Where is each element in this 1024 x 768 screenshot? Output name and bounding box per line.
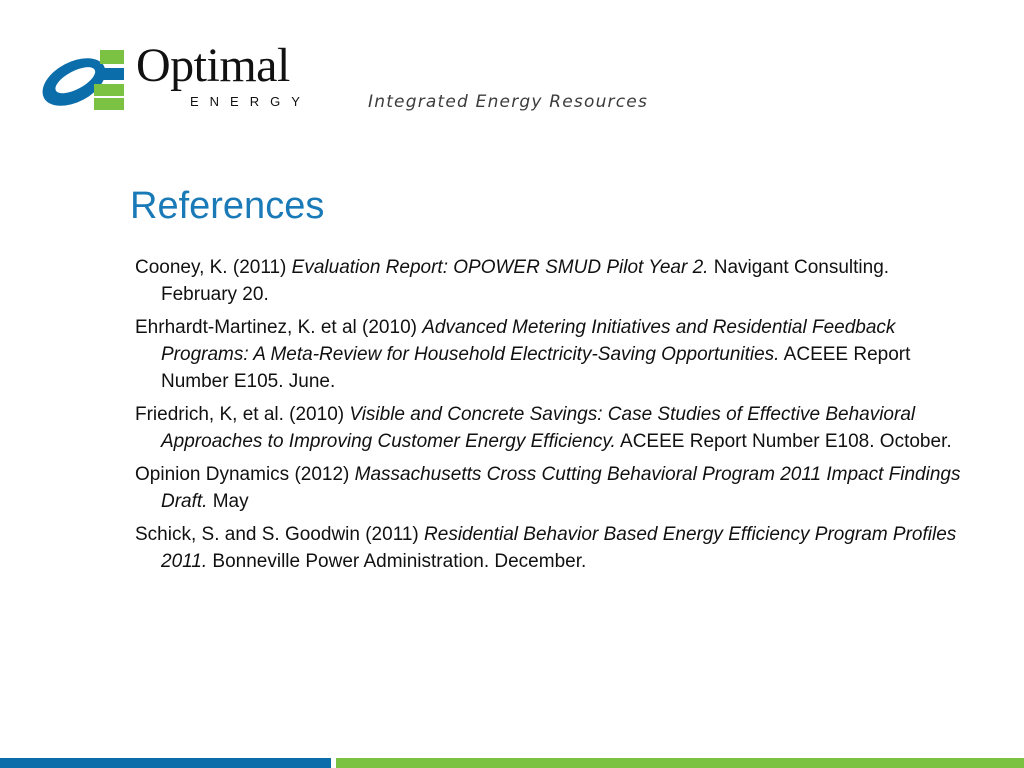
reference-title: Evaluation Report: OPOWER SMUD Pilot Year 2. [291,257,709,278]
footer-bar-green [336,758,1024,768]
reference-list [135,254,965,581]
reference-title: Massachusetts Cross Cutting Behavioral Program 2011 Impact Findings Draft. [161,464,961,512]
reference-author: Opinion Dynamics (2012) [135,464,355,485]
reference-item [135,461,965,515]
reference-author: Schick, S. and S. Goodwin (2011) [135,524,425,545]
reference-source: May [207,491,249,512]
reference-item [135,254,965,308]
reference-title: Advanced Metering Initiatives and Residential Feedback Programs: A Meta-Review for Household Electricity-Saving Opportunities. [161,317,896,365]
page-title: References [130,185,325,227]
reference-source: ACEEE Report Number E108. October. [615,431,952,452]
reference-author: Friedrich, K, et al. (2010) [135,404,350,425]
reference-title: Visible and Concrete Savings: Case Studies of Effective Behavioral Approaches to Improving Customer Energy Efficiency. [161,404,916,452]
reference-title: Residential Behavior Based Energy Efficiency Program Profiles 2011. [161,524,957,572]
reference-item [135,314,965,395]
footer-bar-blue [0,758,331,768]
reference-source: Navigant Consulting. February 20. [161,257,890,305]
reference-author: Cooney, K. (2011) [135,257,292,278]
reference-source: Bonneville Power Administration. December. [207,551,587,572]
reference-author: Ehrhardt-Martinez, K. et al (2010) [135,317,423,338]
reference-item [135,401,965,455]
logo-submark: ENERGY [190,94,311,109]
reference-source: ACEEE Report Number E105. June. [161,344,911,392]
optimal-energy-logo-icon [36,44,128,112]
reference-item [135,521,965,575]
logo-tagline: Integrated Energy Resources [368,92,649,112]
logo-wordmark: Optimal [136,39,290,92]
